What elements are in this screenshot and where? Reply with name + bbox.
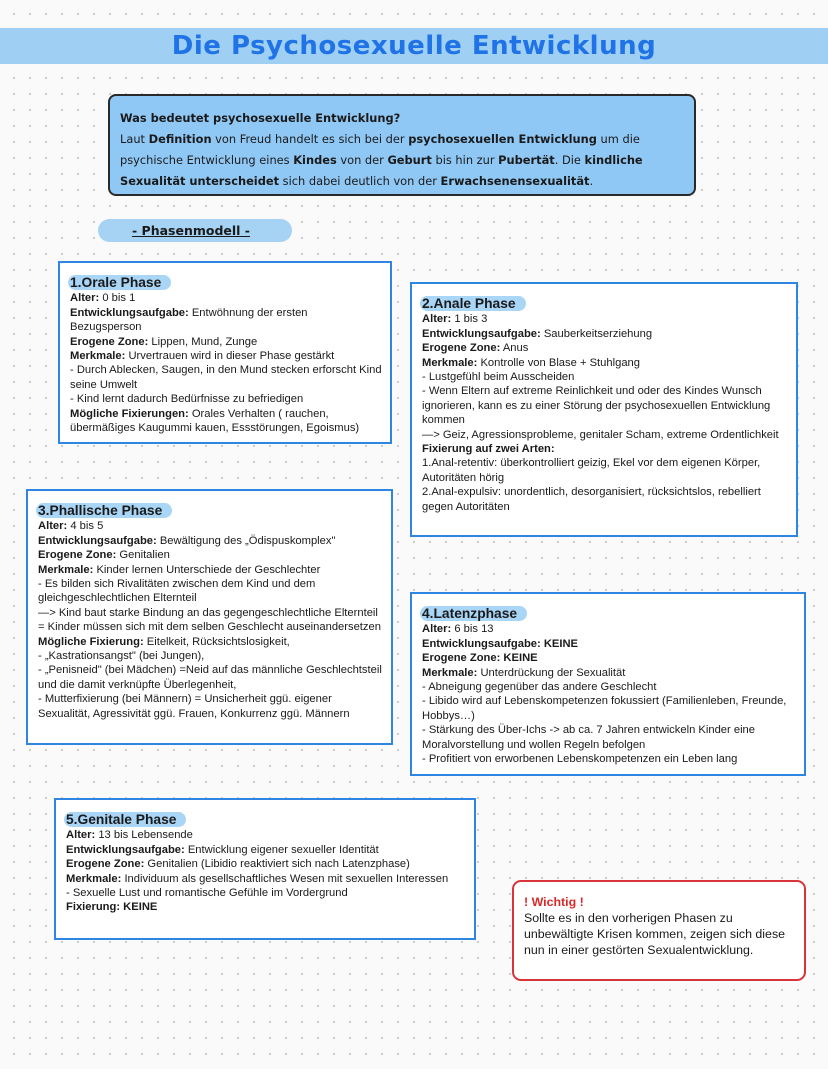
- phase-fixation: Fixierung auf zwei Arten:: [422, 443, 555, 456]
- phase-line: - Sexuelle Lust und romantische Gefühle im Vordergrund: [66, 887, 348, 900]
- phase-traits: Merkmale: Individuum als gesellschaftliches Wesen mit sexuellen Interessen: [66, 872, 449, 885]
- phase-heading: 2.Anale Phase: [420, 296, 526, 311]
- phase-line: 1.Anal-retentiv: überkontrolliert geizig, Ekel vor dem eigenen Körper, Autoritäten hörig: [422, 457, 761, 484]
- phase-age: Alter: 6 bis 13: [422, 623, 494, 636]
- phase-zone: Erogene Zone: Genitalien: [38, 549, 170, 562]
- intro-question: Was bedeutet psychosexuelle Entwicklung?: [120, 111, 401, 125]
- important-note: [512, 880, 806, 981]
- phase-traits: Merkmale: Kontrolle von Blase + Stuhlgang: [422, 356, 640, 369]
- phase-line: - Mutterfixierung (bei Männern) = Unsicherheit ggü. eigener Sexualität, Agressivität ggü. Frauen, Konkurrenz ggü. Männern: [38, 693, 350, 720]
- phase-line: - Kind lernt dadurch Bedürfnisse zu befriedigen: [70, 393, 304, 406]
- phase-fixation: Fixierung: KEINE: [66, 901, 158, 914]
- phase-phallic-box: [26, 489, 393, 745]
- section-label: - Phasenmodell -: [132, 223, 250, 238]
- phase-age: Alter: 1 bis 3: [422, 313, 488, 326]
- page-title: Die Psychosexuelle Entwicklung: [171, 31, 657, 61]
- phase-line: - Abneigung gegenüber das andere Geschlecht: [422, 681, 657, 694]
- phase-line: —> Kind baut starke Bindung an das gegengeschlechtliche Elternteil = Kinder müssen sich mit dem selben Geschlecht auseinandersetzen: [38, 606, 381, 634]
- phase-heading: 5.Genitale Phase: [64, 812, 186, 827]
- phase-fixation: Mögliche Fixierung: Eitelkeit, Rücksichtslosigkeit,: [38, 635, 290, 648]
- phase-task: Entwicklungsaufgabe: Sauberkeitserziehung: [422, 327, 653, 340]
- phase-line: - „Kastrationsangst" (bei Jungen),: [38, 650, 205, 663]
- phase-anal-box: [410, 282, 798, 537]
- important-text: Sollte es in den vorherigen Phasen zu unbewältigte Krisen kommen, zeigen sich diese nun in einer gestörten Sexualentwicklung.: [524, 911, 786, 957]
- intro-box: [108, 94, 696, 196]
- important-title: ! Wichtig !: [524, 895, 584, 909]
- phase-oral-box: [58, 261, 392, 444]
- phase-fixation: Mögliche Fixierungen: Orales Verhalten ( rauchen, übermäßiges Kaugummi kauen, Essstörungen, Egoismus): [70, 407, 360, 435]
- phase-task: Entwicklungsaufgabe: Entwöhnung der ersten Bezugsperson: [70, 306, 308, 334]
- phase-line: - Libido wird auf Lebenskompetenzen fokussiert (Familienleben, Freunde, Hobbys…): [422, 695, 787, 722]
- phase-line: 2.Anal-expulsiv: unordentlich, desorganisiert, rücksichtslos, rebelliert gegen Autoritäten: [422, 486, 761, 513]
- phase-latency-box: [410, 592, 806, 776]
- phase-zone: Erogene Zone: Anus: [422, 342, 529, 355]
- phase-traits: Merkmale: Urvertrauen wird in dieser Phase gestärkt: [70, 350, 335, 363]
- phase-traits: Merkmale: Unterdrückung der Sexualität: [422, 666, 626, 679]
- phase-task: Entwicklungsaufgabe: KEINE: [422, 637, 579, 650]
- phase-zone: Erogene Zone: KEINE: [422, 652, 538, 665]
- phase-heading: 4.Latenzphase: [420, 606, 527, 621]
- phase-line: —> Geiz, Agressionsprobleme, genitaler Scham, extreme Ordentlichkeit: [422, 428, 779, 441]
- phase-genital-box: [54, 798, 476, 940]
- phase-age: Alter: 4 bis 5: [38, 520, 104, 533]
- phase-task: Entwicklungsaufgabe: Bewältigung des „Ödispuskomplex": [38, 534, 336, 547]
- phase-line: - Stärkung des Über-Ichs -> ab ca. 7 Jahren entwickeln Kinder eine Moralvorstellung und wollen Regeln befolgen: [422, 724, 756, 751]
- phase-heading: 3.Phallische Phase: [36, 503, 172, 518]
- phase-line: - Profitiert von erworbenen Lebenskompetenzen ein Leben lang: [422, 753, 738, 766]
- phase-line: - Durch Ablecken, Saugen, in den Mund stecken erforscht Kind seine Umwelt: [70, 364, 382, 391]
- phase-zone: Erogene Zone: Lippen, Mund, Zunge: [70, 335, 258, 348]
- phase-task: Entwicklungsaufgabe: Entwicklung eigener sexueller Identität: [66, 843, 379, 856]
- phase-line: - Lustgefühl beim Ausscheiden: [422, 371, 575, 384]
- phase-line: - „Penisneid" (bei Mädchen) =Neid auf das männliche Geschlechtsteil und die damit verknüpfte Überlegenheit,: [38, 664, 382, 691]
- intro-definition: Laut Definition von Freud handelt es sich bei der psychosexuellen Entwicklung um die psychische Entwicklung eines Kindes von der Geburt bis hin zur Pubertät. Die kindliche Sexualität unterscheidet sich dabei deutlich von der Erwachsenensexualität.: [120, 132, 643, 188]
- phase-line: - Wenn Eltern auf extreme Reinlichkeit und oder des Kindes Wunsch ignorieren, kann es zu einer Störung der psychosexuellen Entwicklung kommen: [422, 385, 771, 427]
- phase-age: Alter: 13 bis Lebensende: [66, 829, 193, 842]
- phase-heading: 1.Orale Phase: [68, 275, 171, 290]
- phase-age: Alter: 0 bis 1: [70, 292, 136, 305]
- phase-zone: Erogene Zone: Genitalien (Libidio reaktiviert sich nach Latenzphase): [66, 858, 410, 871]
- phase-traits: Merkmale: Kinder lernen Unterschiede der Geschlechter: [38, 563, 321, 576]
- phase-line: - Es bilden sich Rivalitäten zwischen dem Kind und dem gleichgeschlechtlichen Elternteil: [38, 578, 316, 605]
